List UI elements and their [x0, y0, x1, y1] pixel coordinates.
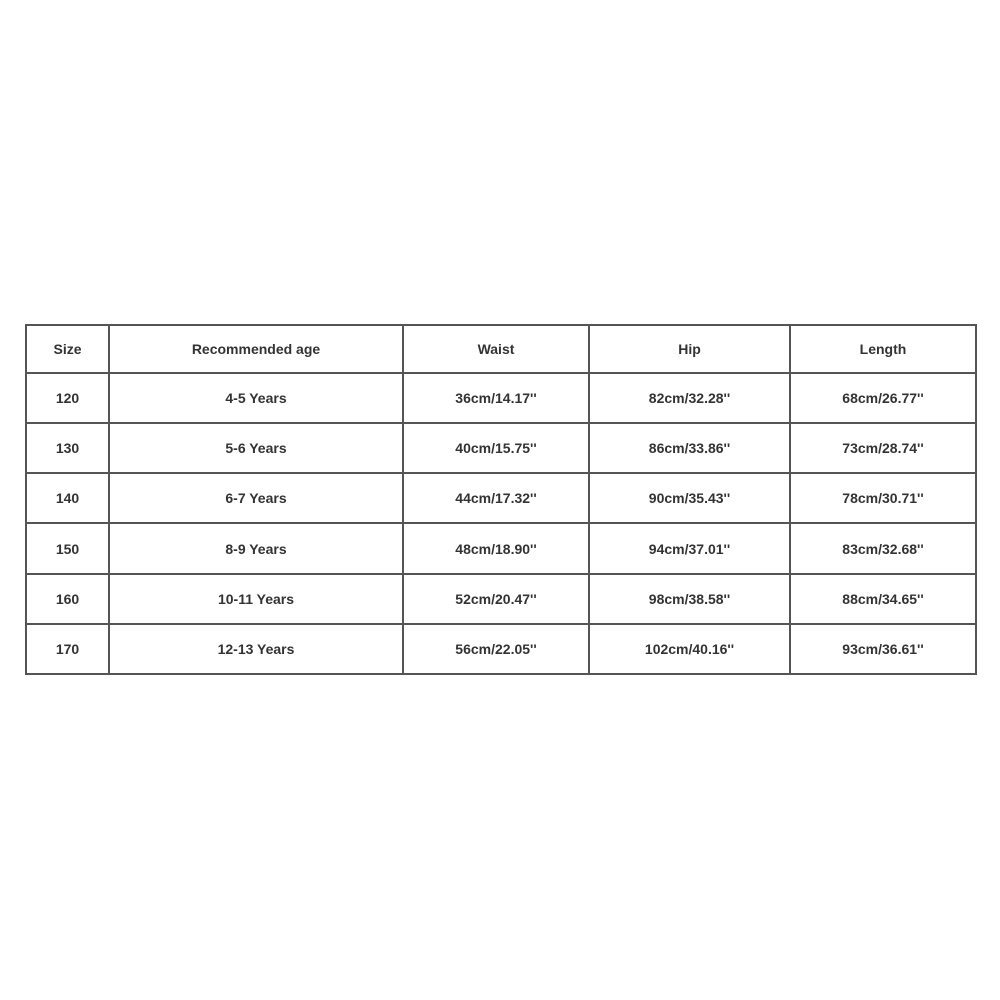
cell-hip: 94cm/37.01'' — [589, 523, 790, 573]
cell-waist: 48cm/18.90'' — [403, 523, 589, 573]
header-length: Length — [790, 325, 976, 373]
cell-size: 130 — [26, 423, 109, 473]
cell-length: 78cm/30.71'' — [790, 473, 976, 523]
cell-recommended-age: 10-11 Years — [109, 574, 403, 624]
cell-recommended-age: 6-7 Years — [109, 473, 403, 523]
cell-length: 88cm/34.65'' — [790, 574, 976, 624]
cell-length: 73cm/28.74'' — [790, 423, 976, 473]
cell-size: 160 — [26, 574, 109, 624]
table-row — [26, 523, 976, 573]
cell-size: 140 — [26, 473, 109, 523]
cell-recommended-age: 4-5 Years — [109, 373, 403, 423]
cell-size: 150 — [26, 523, 109, 573]
cell-size: 170 — [26, 624, 109, 674]
cell-hip: 90cm/35.43'' — [589, 473, 790, 523]
table-row — [26, 473, 976, 523]
cell-hip: 102cm/40.16'' — [589, 624, 790, 674]
cell-hip: 98cm/38.58'' — [589, 574, 790, 624]
header-size: Size — [26, 325, 109, 373]
cell-waist: 56cm/22.05'' — [403, 624, 589, 674]
table-row — [26, 574, 976, 624]
header-hip: Hip — [589, 325, 790, 373]
cell-recommended-age: 5-6 Years — [109, 423, 403, 473]
cell-waist: 40cm/15.75'' — [403, 423, 589, 473]
cell-recommended-age: 12-13 Years — [109, 624, 403, 674]
cell-waist: 52cm/20.47'' — [403, 574, 589, 624]
cell-size: 120 — [26, 373, 109, 423]
cell-waist: 36cm/14.17'' — [403, 373, 589, 423]
header-recommended-age: Recommended age — [109, 325, 403, 373]
table-row — [26, 423, 976, 473]
header-waist: Waist — [403, 325, 589, 373]
size-chart-table — [25, 324, 977, 675]
cell-length: 93cm/36.61'' — [790, 624, 976, 674]
cell-length: 83cm/32.68'' — [790, 523, 976, 573]
cell-length: 68cm/26.77'' — [790, 373, 976, 423]
table-row — [26, 373, 976, 423]
header-row — [26, 325, 976, 373]
cell-waist: 44cm/17.32'' — [403, 473, 589, 523]
table-row — [26, 624, 976, 674]
cell-hip: 86cm/33.86'' — [589, 423, 790, 473]
cell-recommended-age: 8-9 Years — [109, 523, 403, 573]
cell-hip: 82cm/32.28'' — [589, 373, 790, 423]
